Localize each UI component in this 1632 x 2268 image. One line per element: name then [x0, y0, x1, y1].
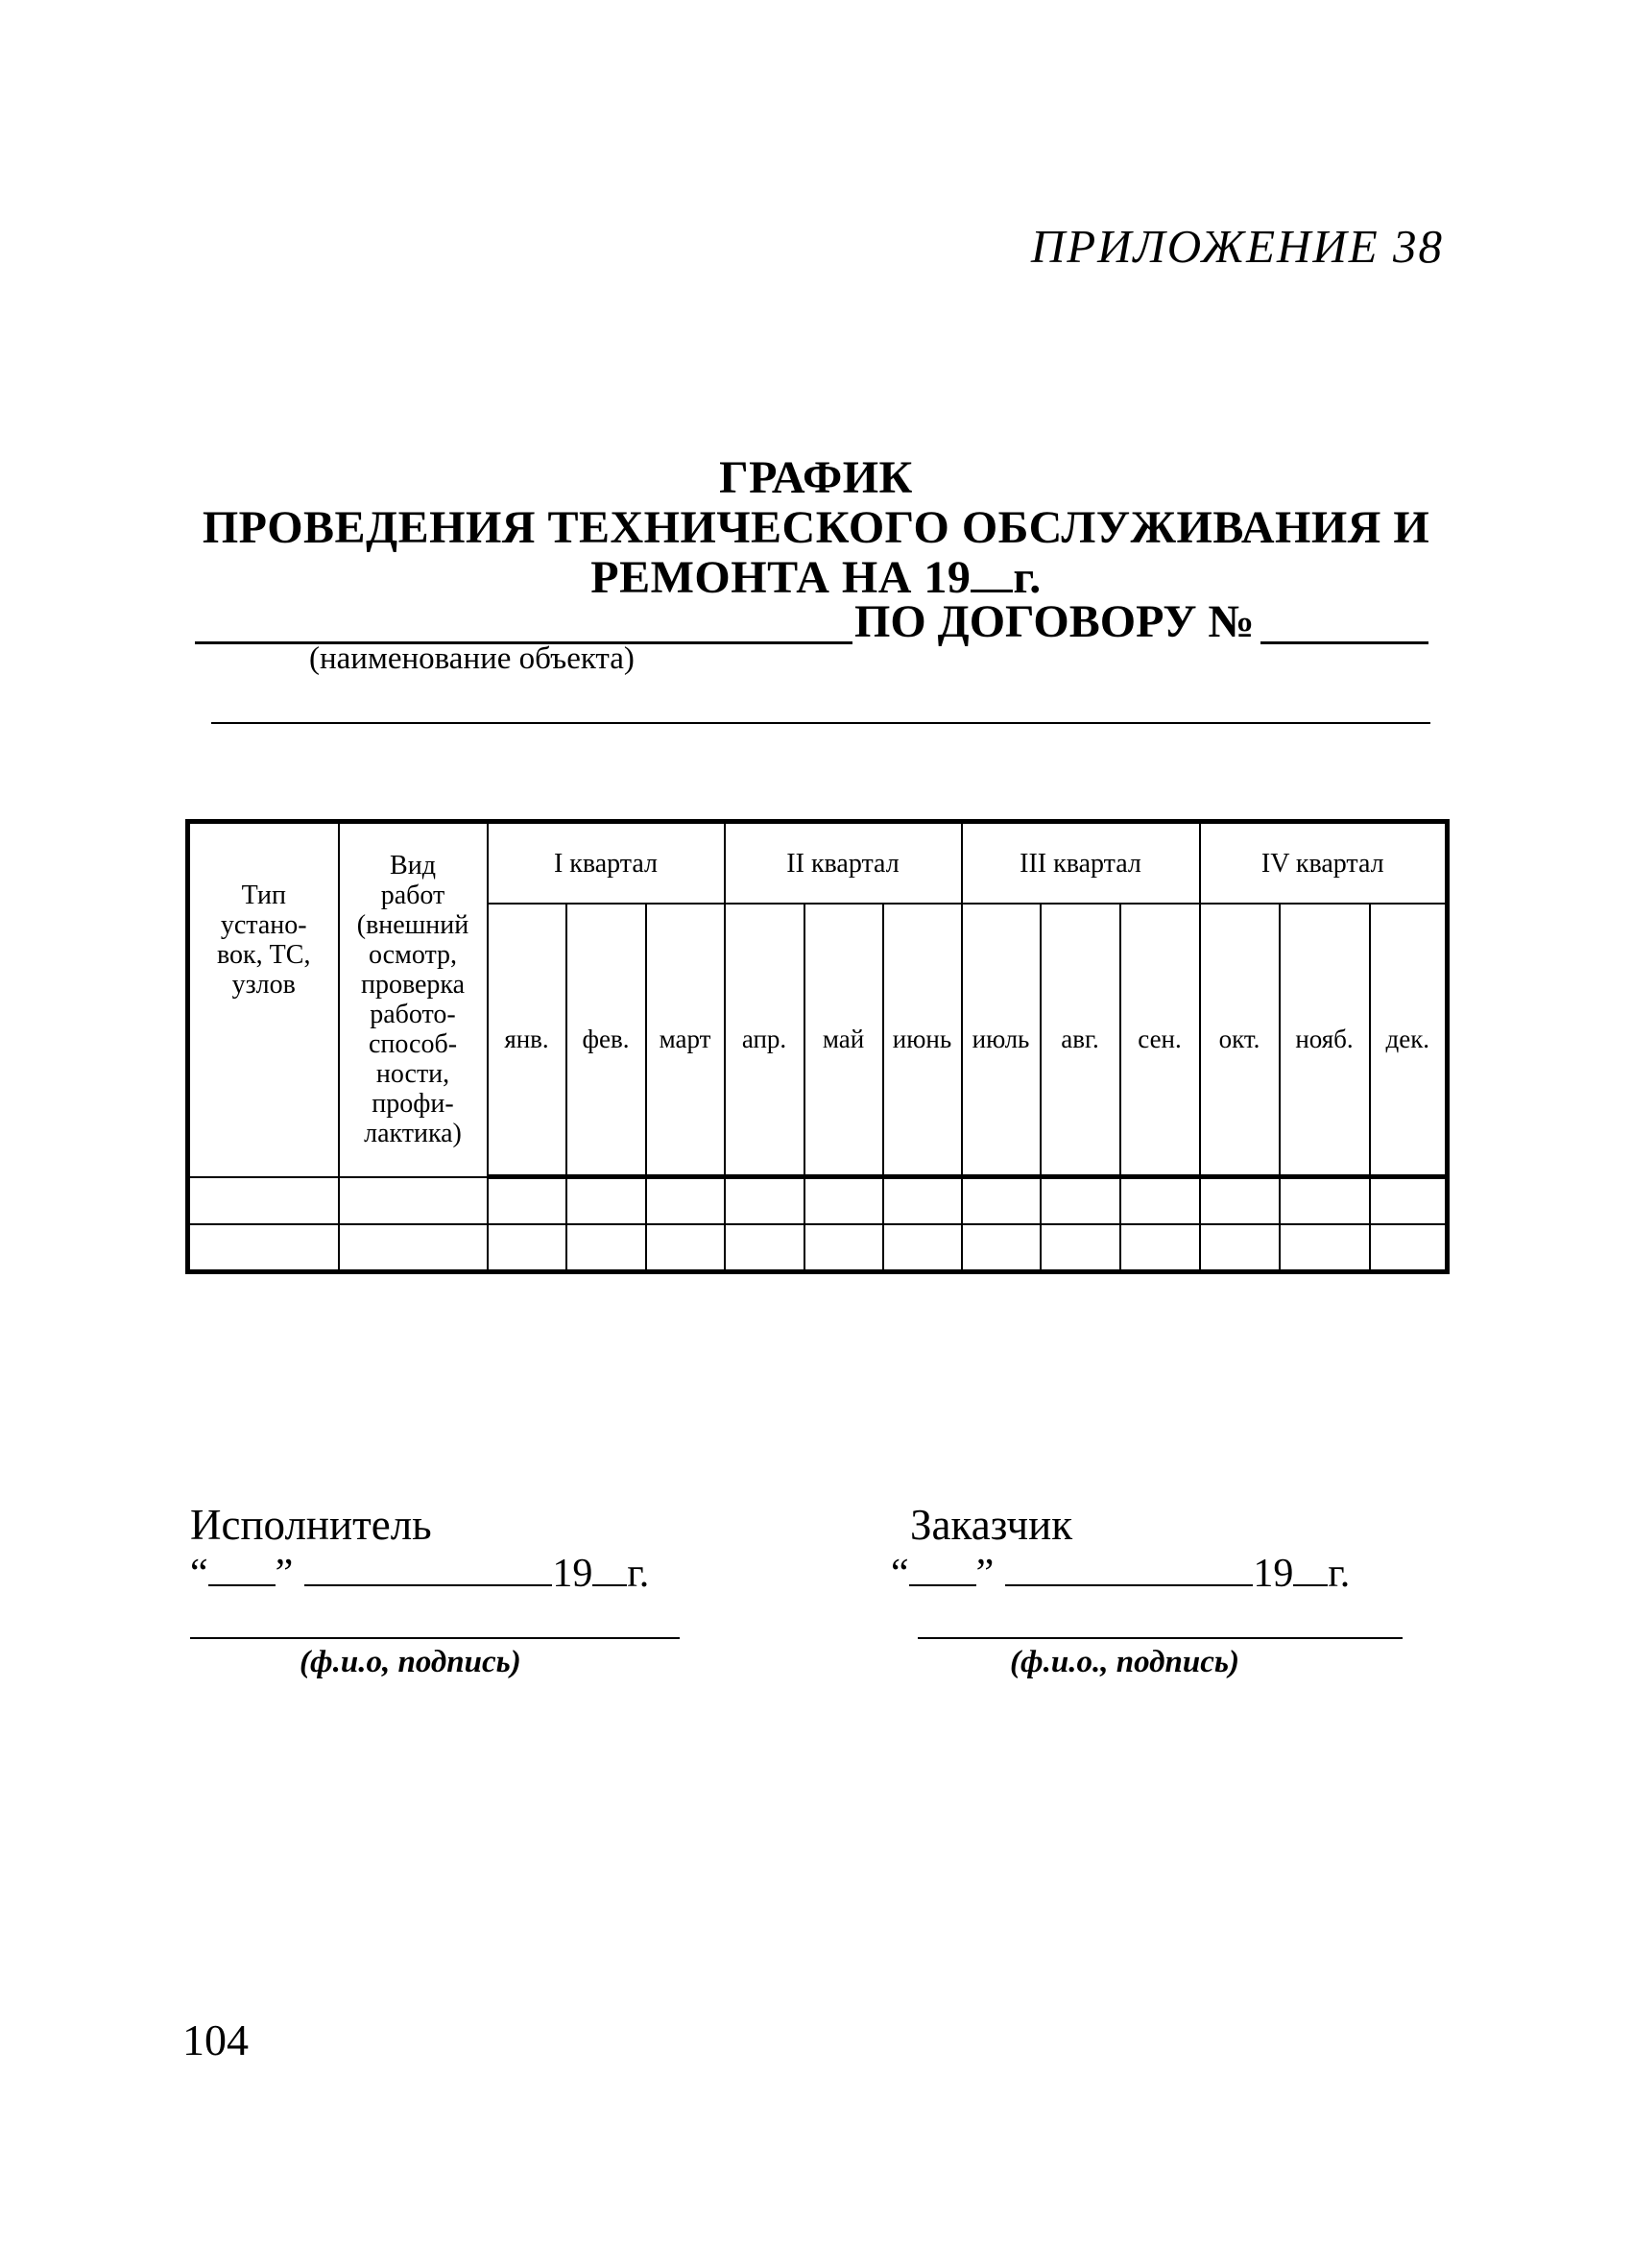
table-cell — [646, 1224, 725, 1272]
table-cell — [725, 1177, 804, 1225]
header-month-feb: фев. — [566, 904, 646, 1177]
table-cell — [962, 1177, 1041, 1225]
header-work-line: работо- — [370, 1000, 456, 1030]
header-type-line: узлов — [231, 970, 296, 1001]
executor-year-suffix: г. — [627, 1552, 650, 1596]
executor-day-line — [208, 1556, 276, 1586]
header-month-aug: авг. — [1041, 904, 1120, 1177]
executor-month-line — [304, 1556, 552, 1586]
table-cell — [804, 1177, 883, 1225]
table-cell — [804, 1224, 883, 1272]
executor-quote-close: ” — [275, 1552, 294, 1596]
contract-label: ПО ДОГОВОРУ № — [854, 596, 1255, 647]
header-work-line: осмотр, — [368, 940, 458, 971]
table-cell — [1200, 1177, 1280, 1225]
table-cell — [962, 1224, 1041, 1272]
customer-month-line — [1005, 1556, 1253, 1586]
header-month-may: май — [804, 904, 883, 1177]
header-month-jul: июль — [962, 904, 1041, 1177]
table-cell — [1200, 1224, 1280, 1272]
table-cell — [725, 1224, 804, 1272]
header-work-line: (внешний — [356, 910, 469, 941]
customer-title: Заказчик — [910, 1501, 1073, 1549]
table-row — [188, 1224, 1448, 1272]
header-work-line: Вид — [390, 851, 436, 881]
customer-year: 19 — [1253, 1552, 1294, 1596]
header-work-line: лактика) — [364, 1119, 462, 1149]
header-type-line: Тип — [241, 881, 286, 911]
table-cell — [1280, 1224, 1370, 1272]
table-cell — [188, 1177, 339, 1225]
header-quarter-2: II квартал — [725, 822, 962, 905]
title-year-prefix: РЕМОНТА НА 19 — [590, 552, 972, 603]
executor-quote-open: “ — [190, 1552, 208, 1596]
table-cell — [883, 1177, 962, 1225]
contract-number-line — [1260, 641, 1428, 644]
table-cell — [566, 1177, 646, 1225]
header-month-apr: апр. — [725, 904, 804, 1177]
table-cell — [1370, 1224, 1448, 1272]
table-cell — [339, 1224, 488, 1272]
customer-quote-close: ” — [975, 1552, 995, 1596]
table-cell — [488, 1224, 566, 1272]
header-month-nov: нояб. — [1280, 904, 1370, 1177]
title-year-suffix: г. — [1013, 552, 1042, 603]
table-cell — [883, 1224, 962, 1272]
object-extra-line — [211, 722, 1430, 724]
schedule-table — [185, 819, 1450, 1274]
appendix-label: ПРИЛОЖЕНИЕ 38 — [1030, 220, 1444, 273]
executor-signature-line — [190, 1637, 680, 1639]
page-number: 104 — [182, 2015, 249, 2064]
title-line-3 — [0, 551, 1632, 604]
header-month-sep: сен. — [1120, 904, 1200, 1177]
table-cell — [1041, 1224, 1120, 1272]
header-work-line: ности, — [375, 1059, 450, 1090]
table-row — [188, 1177, 1448, 1225]
title-line-2: ПРОВЕДЕНИЯ ТЕХНИЧЕСКОГО ОБСЛУЖИВАНИЯ И — [202, 502, 1430, 553]
customer-year-line — [1293, 1556, 1328, 1586]
header-quarter-4: IV квартал — [1200, 822, 1448, 905]
header-work-line: профи- — [372, 1089, 454, 1120]
header-month-jun: июнь — [883, 904, 962, 1177]
header-month-dec: дек. — [1370, 904, 1448, 1177]
header-work-line: проверка — [360, 970, 466, 1001]
year-blank — [971, 551, 1013, 592]
executor-title: Исполнитель — [190, 1501, 432, 1549]
customer-quote-open: “ — [891, 1552, 909, 1596]
header-month-jan: янв. — [488, 904, 566, 1177]
table-cell — [339, 1177, 488, 1225]
header-month-oct: окт. — [1200, 904, 1280, 1177]
header-month-mar: март — [646, 904, 725, 1177]
customer-day-line — [909, 1556, 976, 1586]
table-cell — [188, 1224, 339, 1272]
table-cell — [488, 1177, 566, 1225]
table-cell — [1280, 1177, 1370, 1225]
table-cell — [1041, 1177, 1120, 1225]
customer-signature-line — [918, 1637, 1403, 1639]
table-cell — [1120, 1224, 1200, 1272]
header-quarter-3: III квартал — [962, 822, 1200, 905]
table-cell — [1120, 1177, 1200, 1225]
header-work-line: способ- — [368, 1029, 458, 1060]
executor-signature-caption: (ф.и.о, подпись) — [300, 1645, 521, 1679]
header-type — [188, 822, 339, 1177]
header-type-line: вок, ТС, — [217, 940, 311, 971]
header-work-line: работ — [380, 881, 445, 911]
customer-year-suffix: г. — [1328, 1552, 1351, 1596]
header-quarter-1: I квартал — [488, 822, 725, 905]
customer-signature-caption: (ф.и.о., подпись) — [1010, 1645, 1239, 1679]
object-name-caption: (наименование объекта) — [309, 641, 635, 676]
title-line-1: ГРАФИК — [719, 452, 913, 503]
table-cell — [646, 1177, 725, 1225]
customer-date — [891, 1551, 1350, 1597]
table-cell — [1370, 1177, 1448, 1225]
header-work — [339, 822, 488, 1177]
executor-year-line — [592, 1556, 627, 1586]
executor-date — [190, 1551, 649, 1597]
executor-year: 19 — [552, 1552, 593, 1596]
header-type-line: устано- — [220, 910, 307, 941]
table-cell — [566, 1224, 646, 1272]
